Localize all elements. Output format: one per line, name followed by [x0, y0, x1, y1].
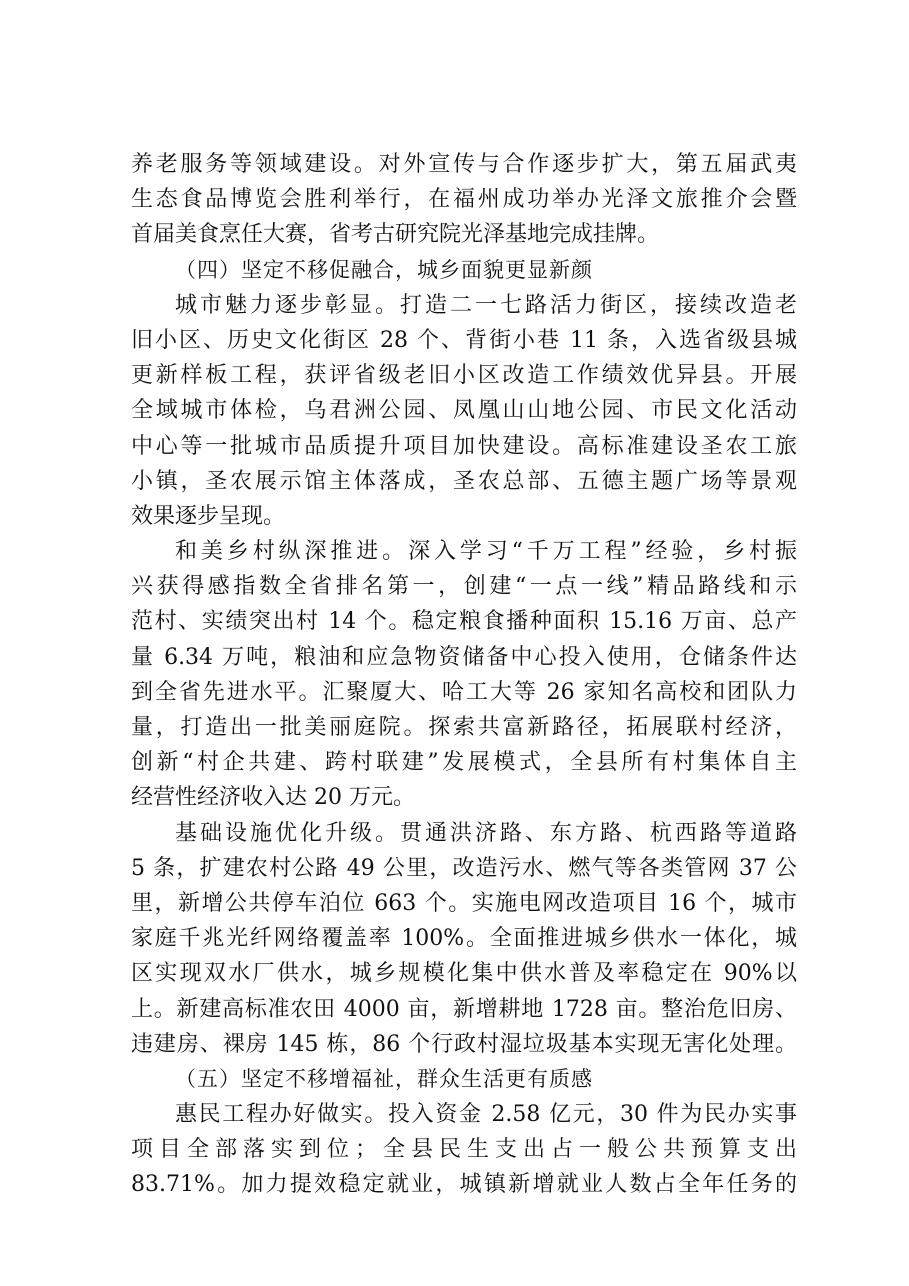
- text-line: 家庭千兆光纤网络覆盖率 100%。全面推进城乡供水一体化，城: [131, 926, 797, 952]
- text-line: 里，新增公共停车泊位 663 个。实施电网改造项目 16 个，城市: [131, 890, 797, 916]
- text-line: 范村、实绩突出村 14 个。稳定粮食播种面积 15.16 万亩、总产: [131, 609, 797, 635]
- text-line: 生态食品博览会胜利举行，在福州成功举办光泽文旅推介会暨: [131, 187, 797, 213]
- text-line: 城市魅力逐步彰显。打造二一七路活力街区，接续改造老: [175, 292, 797, 318]
- text-line: 和美乡村纵深推进。深入学习“千万工程”经验，乡村振: [175, 539, 797, 565]
- text-line: 经营性经济收入达 20 万元。: [131, 785, 415, 811]
- text-line: 养老服务等领域建设。对外宣传与合作逐步扩大，第五届武夷: [131, 152, 797, 177]
- text-line: 项目全部落实到位；全县民生支出占一般公共预算支出: [131, 1137, 797, 1163]
- text-line: 上。新建高标准农田 4000 亩，新增耕地 1728 亩。整治危旧房、: [131, 996, 797, 1022]
- text-line: 兴获得感指数全省排名第一，创建“一点一线”精品路线和示: [131, 574, 797, 600]
- text-line: 83.71%。加力提效稳定就业，城镇新增就业人数占全年任务的: [131, 1172, 797, 1198]
- text-line: 创新“村企共建、跨村联建”发展模式，全县所有村集体自主: [131, 750, 797, 776]
- text-line: 更新样板工程，获评省级老旧小区改造工作绩效优异县。开展: [131, 363, 797, 389]
- section-heading: （四）坚定不移促融合，城乡面貌更显新颜: [175, 257, 593, 282]
- text-line: 5 条，扩建农村公路 49 公里，改造污水、燃气等各类管网 37 公: [131, 855, 797, 881]
- text-line: 区实现双水厂供水，城乡规模化集中供水普及率稳定在 90%以: [131, 961, 797, 987]
- text-line: 旧小区、历史文化街区 28 个、背街小巷 11 条，入选省级县城: [131, 327, 797, 353]
- text-line: 量，打造出一批美丽庭院。探索共富新路径，拓展联村经济，: [131, 715, 797, 740]
- text-line: 效果逐步呈现。: [131, 503, 286, 529]
- text-line: 小镇，圣农展示馆主体落成，圣农总部、五德主题广场等景观: [131, 468, 797, 494]
- text-line: 首届美食烹任大赛，省考古研究院光泽基地完成挂牌。: [131, 222, 660, 248]
- text-line: 中心等一批城市品质提升项目加快建设。高标准建设圣农工旅: [131, 433, 797, 459]
- section-heading: （五）坚定不移增福祉，群众生活更有质感: [175, 1066, 593, 1091]
- text-line: 全域城市体检，乌君洲公园、凤凰山山地公园、市民文化活动: [131, 398, 797, 424]
- text-line: 基础设施优化升级。贯通洪济路、东方路、杭西路等道路: [175, 820, 797, 846]
- body-text: [131, 147, 797, 1203]
- text-line: 违建房、裸房 145 栋，86 个行政村湿垃圾基本实现无害化处理。: [131, 1031, 797, 1057]
- text-line: 到全省先进水平。汇聚厦大、哈工大等 26 家知名高校和团队力: [131, 679, 797, 705]
- text-line: 量 6.34 万吨，粮油和应急物资储备中心投入使用，仓储条件达: [131, 644, 797, 670]
- text-line: 惠民工程办好做实。投入资金 2.58 亿元，30 件为民办实事: [175, 1102, 797, 1128]
